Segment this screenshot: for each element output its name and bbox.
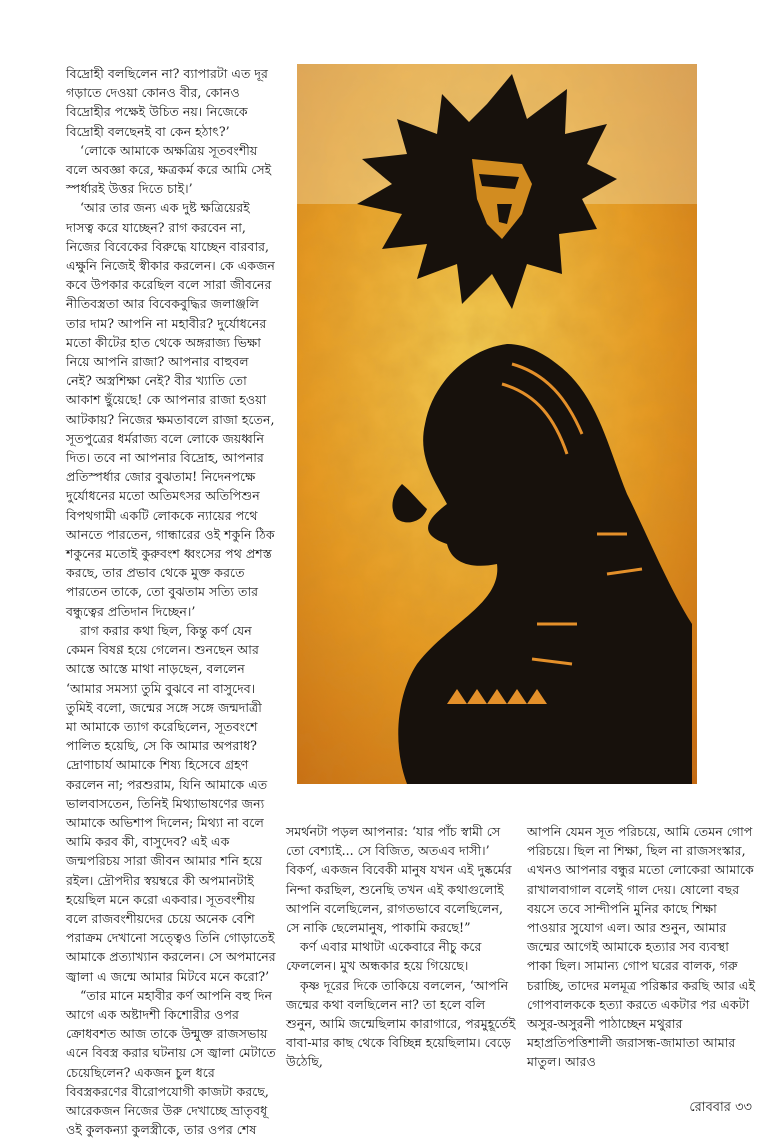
article-column-middle [286,822,518,1082]
illustration [297,64,697,784]
article-column-right [527,822,757,1082]
paragraph: আপনি যেমন সূত পরিচয়ে, আমি তেমন গোপ পরিচয়ে। ছিল না শিক্ষা, ছিল না রাজসংস্কার, এখনও আপনার বন্ধুর মতো লোকেরা আমাকে রাখালবাগাল বলেই গাল দেয়। ষোলো বছর বয়সে তবে সান্দীপনি মুনির কাছে শিক্ষা পাওয়ার সুযোগ এল। আর শুনুন, আমার জন্মের আগেই আমাকে হত্যার সব ব্যবস্থা পাকা ছিল। সামান্য গোপ ঘরের বালক, গরু চরাচ্ছি, তাদের মলমূত্র পরিষ্কার করছি আর এই গোপবালককে হত্যা করতে একটার পর একটা অসুর-অসুরনী পাঠাচ্ছেন মথুরার মহাপ্রতিপত্তিশালী জরাসন্ধ-জামাতা আমার মাতুল। আরও [527,824,756,1070]
paragraph: কর্ণ এবার মাথাটা একেবারে নীচু করে ফেললেন। মুখ অন্ধকার হয়ে গিয়েছে। [286,939,482,974]
paragraph: “তার মানে মহাবীর কর্ণ আপনি বহু দিন আগে এক অষ্টাদশী কিশোরীর ওপর ক্রোধবশত আজ তাকে উন্মুক্ত রাজসভায় এনে বিবস্ত্র করার ঘটনায় সে জ্বালা মেটাতে চেয়েছিলেন? একজন চুল ধরে বিবস্ত্রকরণের বীরোপযোগী কাজটা করছে, আরেকজন নিজের উরু দেখাচ্ছে ভ্রাতৃবধূ ওই কুলকন্যা কুলস্ত্রীকে, তার ওপর শেষ [66,987,276,1138]
paper-cut-artwork [297,64,697,784]
paragraph: সমর্থনটা পড়ল আপনার: ‘যার পাঁচ স্বামী সে তো বেশ্যাই... সে বিজিত, অতএব দাসী।’ বিকর্ণ, একজন বিবেকী মানুষ যখন এই দুষ্কর্মের নিন্দা করছিল, শুনেছি তখন এই কথাগুলোই আপনি বলেছিলেন, রাগতভাবে বলেছিলেন, সে নাকি ছেলেমানুষ, পাকামি করছে!” [286,824,512,936]
paragraph: ‘আর তার জন্য এক দুষ্ট ক্ষত্রিয়েরই দাসত্ব করে যাচ্ছেন? রাগ করবেন না, নিজের বিবেকের বিরুদ্ধে যাচ্ছেন বারবার, এক্ষুনি নিজেই স্বীকার করলেন। কে একজন কবে উপকার করেছিল বলে সারা জীবনের নীতিবস্ত্রতা আর বিবেকবুদ্ধির জলাঞ্জলি তার দাম? আপনি না মহাবীর? দুর্যোধনের মতো কীটের হাত থেকে অঙ্গরাজ্য ভিক্ষা নিয়ে আপনি রাজা? আপনার বাহুবল নেই? অস্ত্রশিক্ষা নেই? বীর খ্যাতি তো আকাশ ছুঁয়েছে! কে আপনার রাজা হওয়া আটকায়? নিজের ক্ষমতাবলে রাজা হতেন, সূতপুত্রের ধর্মরাজ্য বলে লোকে জয়ধ্বনি দিত। তবে না আপনার বিদ্রোহ, আপনার প্রতিস্পর্ধার জোর বুঝতাম! নিদেনপক্ষে দুর্যোধনের মতো অতিমৎসর অতিপিশুন বিপথগামী একটি লোককে ন্যায়ের পথে আনতে পারতেন, গান্ধারের ওই শকুনি ঠিক শকুনের মতোই কুরুবংশ ধ্বংসের পথ প্রশস্ত করছে, তার প্রভাব থেকে মুক্ত করতে পারতেন তাকে, তো বুঝতাম সত্যি তার বন্ধুত্বের প্রতিদান দিচ্ছেন।’ [66,200,275,619]
article-column-left [66,64,276,1138]
paragraph: রাগ করার কথা ছিল, কিন্তু কর্ণ যেন কেমন বিষণ্ণ হয়ে গেলেন। শুনছেন আর আস্তে আস্তে মাথা নাড়ছেন, বললেন ‘আমার সমস্যা তুমি বুঝবে না বাসুদেব। তুমিই বলো, জন্মের সঙ্গে সঙ্গে জন্মদাত্রী মা আমাকে ত্যাগ করেছিলেন, সূতবংশে পালিত হয়েছি, সে কি আমার অপরাধ? দ্রোণাচার্য আমাকে শিষ্য হিসেবে গ্রহণ করলেন না; পরশুরাম, যিনি আমাকে এত ভালবাসতেন, তিনিই মিথ্যাভাষণের জন্য আমাকে অভিশাপ দিলেন; মিথ্যা না বলে আমি করব কী, বাসুদেব? এই এক জন্মপরিচয় সারা জীবন আমার শনি হয়ে রইল। দ্রৌপদীর স্বয়ম্বরে কী অপমানটাই হয়েছিল মনে করো একবার। সূতবংশীয় বলে রাজবংশীয়দের চেয়ে অনেক বেশি পরাক্রম দেখানো সত্ত্বেও তিনি গোড়াতেই আমাকে প্রত্যাখ্যান করলেন। সে অপমানের জ্বালা এ জন্মে আমার মিটবে মনে করো?’ [66,622,276,984]
page-number: রোববার ৩৩ [689,1100,752,1115]
paragraph: ‘লোকে আমাকে অক্ষত্রিয় সূতবংশীয় বলে অবজ্ঞা করে, ক্ষত্রকর্ম করে আমি সেই স্পর্ধারই উত্তর দিতে চাই।’ [66,142,272,197]
paragraph: কৃষ্ণ দূরের দিকে তাকিয়ে বললেন, ‘আপনি জন্মের কথা বলছিলেন না? তা হলে বলি শুনুন, আমি জন্মেছিলাম কারাগারে, পরমুহূর্তেই বাবা-মার কাছ থেকে বিচ্ছিন্ন হয়েছিলাম। বেড়ে উঠেছি, [286,977,516,1070]
paragraph: বিদ্রোহী বলছিলেন না? ব্যাপারটা এত দূর গড়াতে দেওয়া কোনও বীর, কোনও বিদ্রোহীর পক্ষেই উচিত নয়। নিজেকে বিদ্রোহী বলছেনই বা কেন হঠাৎ?’ [66,66,268,139]
